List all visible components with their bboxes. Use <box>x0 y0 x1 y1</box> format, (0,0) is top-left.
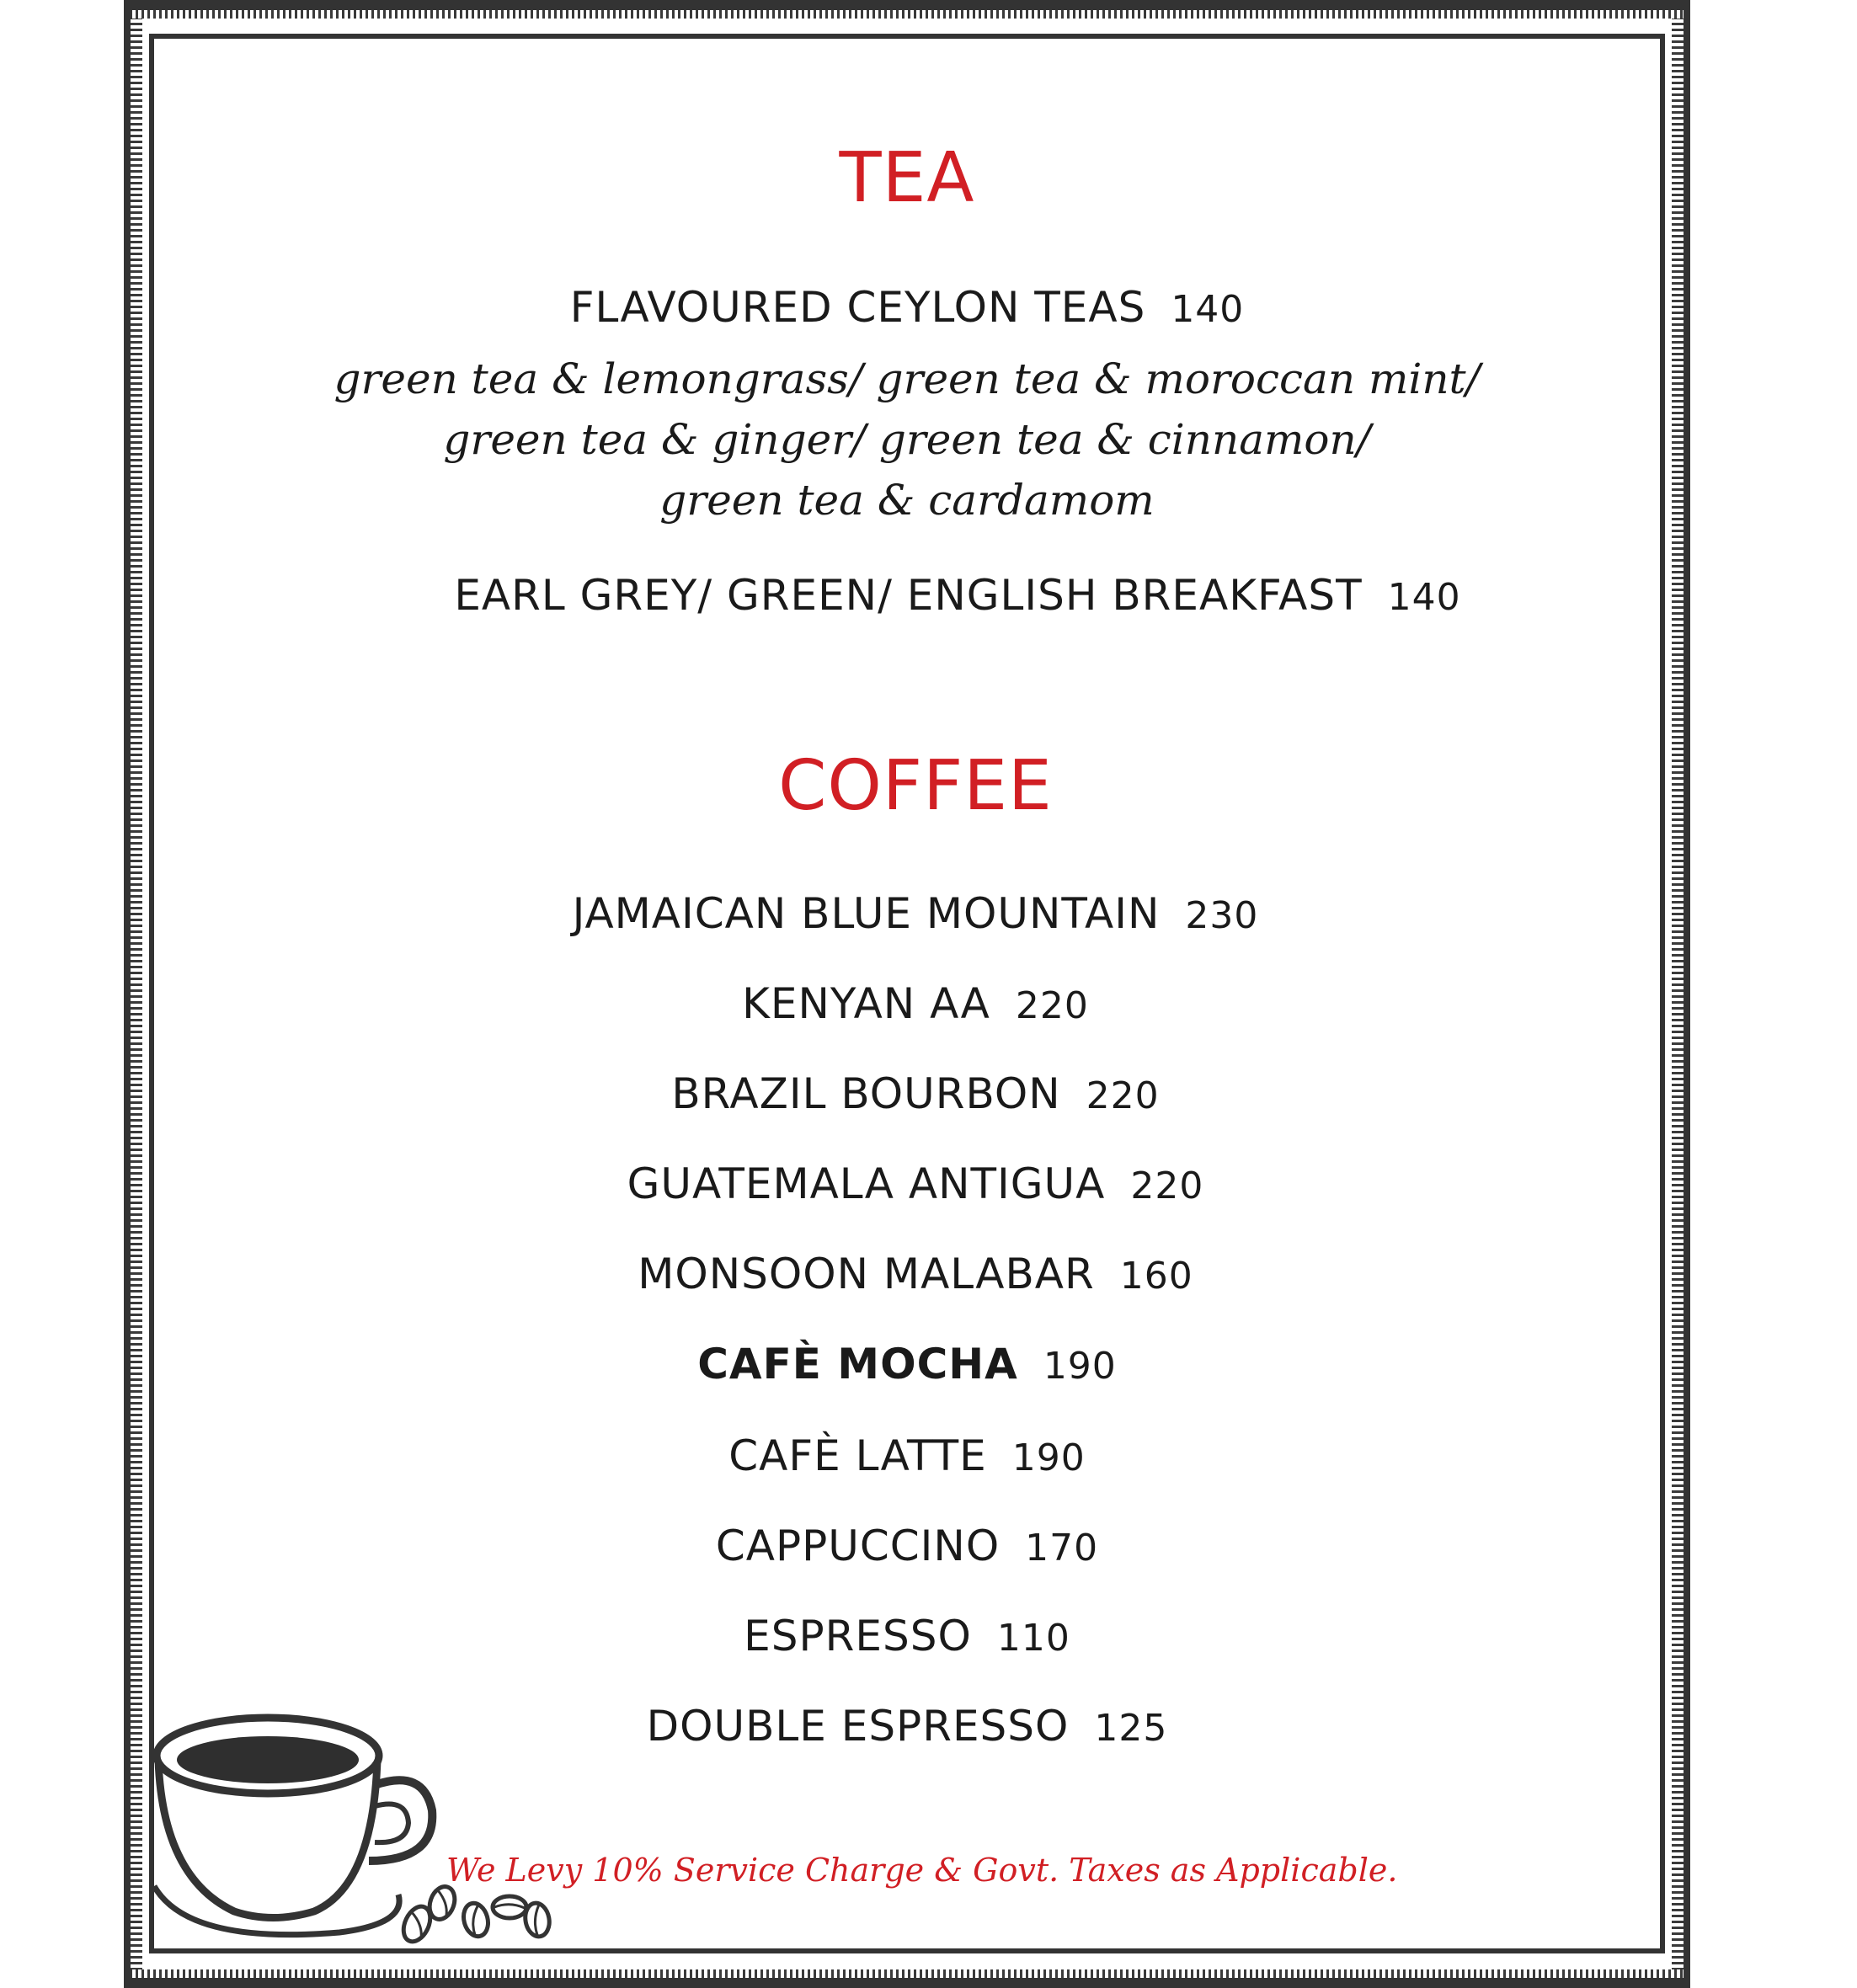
menu-item <box>154 1340 1660 1388</box>
item-price: 140 <box>1171 288 1245 331</box>
item-name: KENYAN AA <box>742 979 990 1028</box>
menu-content <box>154 39 1660 1948</box>
item-price: 220 <box>1130 1165 1204 1207</box>
coffee-heading: COFFEE <box>778 746 1053 826</box>
item-name: GUATEMALA ANTIGUA <box>627 1159 1106 1208</box>
item-price: 230 <box>1185 894 1259 937</box>
item-price: 190 <box>1011 1436 1086 1479</box>
menu-item <box>163 979 1668 1028</box>
menu-item <box>154 1522 1660 1570</box>
item-price: 190 <box>1043 1345 1117 1388</box>
item-name: BRAZIL BOURBON <box>671 1069 1061 1118</box>
item-name: CAFÈ LATTE <box>728 1431 987 1480</box>
tea-heading: TEA <box>839 138 975 218</box>
item-price: 170 <box>1025 1527 1099 1570</box>
service-charge-note: We Levy 10% Service Charge & Govt. Taxes as Applicable. <box>446 1852 1398 1889</box>
item-price: 220 <box>1015 984 1089 1027</box>
item-price: 220 <box>1086 1074 1160 1117</box>
item-name: MONSOON MALABAR <box>638 1250 1095 1298</box>
item-name: FLAVOURED CEYLON TEAS <box>569 283 1146 332</box>
menu-item <box>163 1250 1668 1298</box>
description-line: green tea & cardamom <box>659 476 1155 525</box>
item-name: ESPRESSO <box>744 1612 972 1660</box>
item-name: EARL GREY/ GREEN/ ENGLISH BREAKFAST <box>454 571 1363 620</box>
description-line: green tea & ginger/ green tea & cinnamon/ <box>443 415 1371 464</box>
item-price: 160 <box>1119 1255 1193 1298</box>
menu-item <box>163 1069 1668 1118</box>
description-line: green tea & lemongrass/ green tea & moroccan mint/ <box>334 354 1481 403</box>
menu-item <box>163 1159 1668 1208</box>
item-name: CAPPUCCINO <box>715 1522 1001 1570</box>
menu-item <box>154 1431 1660 1480</box>
menu-item <box>154 283 1660 332</box>
item-name: JAMAICAN BLUE MOUNTAIN <box>572 889 1161 938</box>
item-price: 125 <box>1094 1707 1168 1750</box>
menu-item <box>163 889 1668 938</box>
coffee-beans-icon <box>387 1878 564 1962</box>
menu-item <box>154 1612 1660 1660</box>
item-name: DOUBLE ESPRESSO <box>646 1702 1070 1751</box>
item-price: 140 <box>1387 576 1461 619</box>
menu-item <box>205 571 1710 620</box>
tea-flavours-description <box>154 349 1660 530</box>
item-price: 110 <box>996 1617 1070 1660</box>
item-name: CAFÈ MOCHA <box>697 1340 1018 1388</box>
